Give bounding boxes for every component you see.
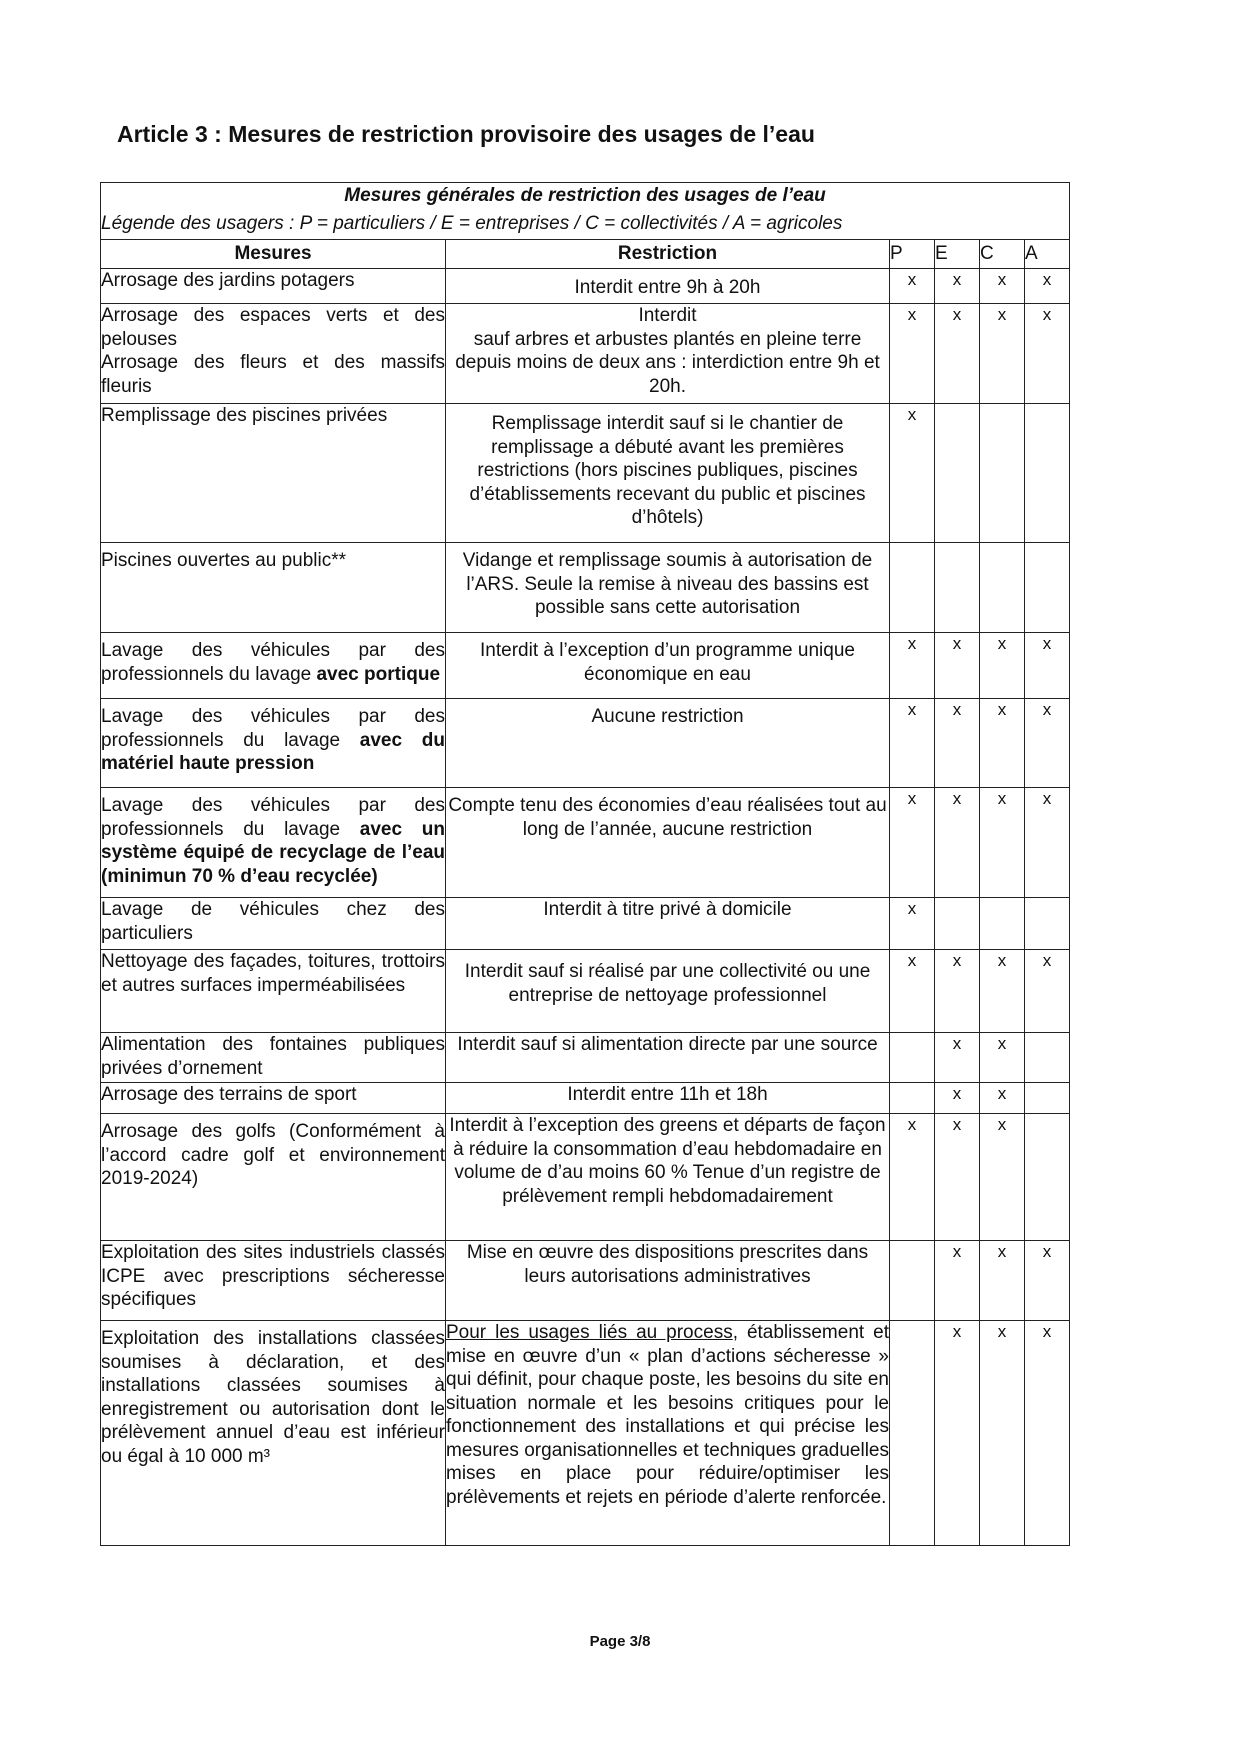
mesure-text: Lavage des véhicules par des professionnels du lavage bbox=[101, 795, 445, 840]
cell-e: x bbox=[935, 1321, 980, 1546]
cell-c: x bbox=[980, 633, 1025, 699]
restriction-cell: Compte tenu des économies d’eau réalisées tout au long de l’année, aucune restriction bbox=[446, 788, 890, 898]
restriction-cell: Mise en œuvre des dispositions prescrites dans leurs autorisations administratives bbox=[446, 1241, 890, 1321]
cell-p bbox=[890, 1083, 935, 1114]
cell-a bbox=[1025, 898, 1070, 950]
restriction-cell: Interdit à l’exception des greens et départs de façon à réduire la consommation d’eau hebdomadaire en volume de d’au moins 60 % Tenue d’un registre de prélèvement rempli hebdomadairement bbox=[446, 1114, 890, 1241]
table-row bbox=[101, 1033, 1070, 1083]
cell-e: x bbox=[935, 950, 980, 1033]
mesure-line: Arrosage des fleurs et des massifs fleuris bbox=[101, 352, 445, 397]
mesure-emphasis: avec du matériel haute pression bbox=[101, 729, 445, 774]
restriction-cell bbox=[446, 1321, 890, 1546]
cell-a: x bbox=[1025, 269, 1070, 304]
page-number: Page 3/8 bbox=[589, 1633, 651, 1650]
cell-p bbox=[890, 1321, 935, 1546]
table-row bbox=[101, 950, 1070, 1033]
mesure-cell: Exploitation des sites industriels classés ICPE avec prescriptions sécheresse spécifiques bbox=[101, 1241, 446, 1321]
mesure-cell: Exploitation des installations classées soumises à déclaration, et des installations classées soumises à enregistrement ou autorisation dont le prélèvement annuel d’eau est inférieur ou égal à 10 000 m³ bbox=[101, 1321, 446, 1546]
table-row bbox=[101, 1083, 1070, 1114]
cell-e: x bbox=[935, 1114, 980, 1241]
cell-a: x bbox=[1025, 788, 1070, 898]
cell-p: x bbox=[890, 950, 935, 1033]
col-header-e: E bbox=[935, 240, 980, 269]
col-header-mesures: Mesures bbox=[101, 240, 446, 269]
cell-e: x bbox=[935, 1083, 980, 1114]
cell-a: x bbox=[1025, 950, 1070, 1033]
col-header-a: A bbox=[1025, 240, 1070, 269]
restriction-table bbox=[100, 182, 1070, 1546]
cell-a: x bbox=[1025, 1241, 1070, 1321]
cell-c: x bbox=[980, 950, 1025, 1033]
cell-e: x bbox=[935, 269, 980, 304]
restriction-cell: Interdit entre 9h à 20h bbox=[446, 269, 890, 304]
table-row bbox=[101, 1321, 1070, 1546]
cell-p: x bbox=[890, 404, 935, 543]
mesure-cell: Nettoyage des façades, toitures, trottoirs et autres surfaces imperméabilisées bbox=[101, 950, 446, 1033]
cell-a: x bbox=[1025, 633, 1070, 699]
mesure-cell bbox=[101, 304, 446, 404]
column-header-row bbox=[101, 240, 1070, 269]
cell-c bbox=[980, 898, 1025, 950]
mesure-cell: Piscines ouvertes au public** bbox=[101, 543, 446, 633]
cell-a: x bbox=[1025, 699, 1070, 788]
table-row bbox=[101, 699, 1070, 788]
table-row bbox=[101, 543, 1070, 633]
cell-e: x bbox=[935, 788, 980, 898]
cell-e: x bbox=[935, 304, 980, 404]
restriction-cell: Interdit sauf si réalisé par une collectivité ou une entreprise de nettoyage professionnel bbox=[446, 950, 890, 1033]
table-header bbox=[101, 183, 1070, 240]
mesure-cell: Arrosage des jardins potagers bbox=[101, 269, 446, 304]
cell-e: x bbox=[935, 1033, 980, 1083]
mesure-emphasis: avec un système équipé de recyclage de l’eau (minimun 70 % d’eau recyclée) bbox=[101, 818, 445, 887]
mesure-cell: Remplissage des piscines privées bbox=[101, 404, 446, 543]
table-title: Mesures générales de restriction des usages de l’eau bbox=[344, 185, 826, 206]
cell-e bbox=[935, 543, 980, 633]
col-header-restriction: Restriction bbox=[446, 240, 890, 269]
mesure-cell: Alimentation des fontaines publiques privées d’ornement bbox=[101, 1033, 446, 1083]
table-row bbox=[101, 404, 1070, 543]
cell-p: x bbox=[890, 898, 935, 950]
cell-c bbox=[980, 543, 1025, 633]
table-row bbox=[101, 269, 1070, 304]
cell-c bbox=[980, 404, 1025, 543]
restriction-underlined: Pour les usages liés au process bbox=[446, 1322, 733, 1343]
mesure-cell bbox=[101, 699, 446, 788]
mesure-text: Lavage des véhicules par des professionnels du lavage bbox=[101, 640, 445, 685]
cell-c: x bbox=[980, 1241, 1025, 1321]
table-row bbox=[101, 898, 1070, 950]
cell-a bbox=[1025, 1114, 1070, 1241]
mesure-cell: Lavage de véhicules chez des particuliers bbox=[101, 898, 446, 950]
table-row bbox=[101, 1114, 1070, 1241]
mesure-cell: Arrosage des terrains de sport bbox=[101, 1083, 446, 1114]
mesure-text: Lavage des véhicules par des professionnels du lavage bbox=[101, 706, 445, 751]
cell-c: x bbox=[980, 1083, 1025, 1114]
mesure-cell: Arrosage des golfs (Conformément à l’accord cadre golf et environnement 2019-2024) bbox=[101, 1114, 446, 1241]
cell-p: x bbox=[890, 1114, 935, 1241]
cell-a bbox=[1025, 543, 1070, 633]
cell-p bbox=[890, 1033, 935, 1083]
col-header-p: P bbox=[890, 240, 935, 269]
cell-p: x bbox=[890, 633, 935, 699]
cell-p: x bbox=[890, 269, 935, 304]
cell-a bbox=[1025, 1083, 1070, 1114]
col-header-c: C bbox=[980, 240, 1025, 269]
table-row bbox=[101, 633, 1070, 699]
cell-a bbox=[1025, 1033, 1070, 1083]
cell-p: x bbox=[890, 699, 935, 788]
restriction-cell: Interdit à l’exception d’un programme unique économique en eau bbox=[446, 633, 890, 699]
restriction-text: , établissement et mise en œuvre d’un « plan d’actions sécheresse » qui définit, pour chaque poste, les besoins du site en situation normale et les besoins critiques pour le fonctionnement des installations et qui précise les mesures organisationnelles et techniques graduelles mises en place pour réduire/optimiser les prélèvements et rejets en période d’alerte renforcée. bbox=[446, 1322, 889, 1508]
cell-c: x bbox=[980, 1033, 1025, 1083]
cell-a: x bbox=[1025, 304, 1070, 404]
cell-p bbox=[890, 543, 935, 633]
restriction-cell: Remplissage interdit sauf si le chantier de remplissage a débuté avant les premières restrictions (hors piscines publiques, piscines d’établissements recevant du public et piscines d’hôtels) bbox=[446, 404, 890, 543]
cell-p: x bbox=[890, 788, 935, 898]
table-legend: Légende des usagers : P = particuliers / E = entreprises / C = collectivités / A = agricoles bbox=[101, 213, 843, 234]
table-row bbox=[101, 788, 1070, 898]
cell-p bbox=[890, 1241, 935, 1321]
mesure-cell bbox=[101, 633, 446, 699]
cell-e bbox=[935, 404, 980, 543]
cell-c: x bbox=[980, 699, 1025, 788]
table-row bbox=[101, 304, 1070, 404]
table-row bbox=[101, 1241, 1070, 1321]
restriction-line: Interdit bbox=[638, 305, 697, 326]
cell-e: x bbox=[935, 1241, 980, 1321]
cell-e: x bbox=[935, 633, 980, 699]
article-heading: Article 3 : Mesures de restriction provisoire des usages de l’eau bbox=[117, 121, 815, 147]
cell-e bbox=[935, 898, 980, 950]
mesure-cell bbox=[101, 788, 446, 898]
cell-c: x bbox=[980, 1321, 1025, 1546]
mesure-line: Arrosage des espaces verts et des pelouses bbox=[101, 305, 445, 350]
restriction-cell: Vidange et remplissage soumis à autorisation de l’ARS. Seule la remise à niveau des bassins est possible sans cette autorisation bbox=[446, 543, 890, 633]
cell-p: x bbox=[890, 304, 935, 404]
restriction-line: sauf arbres et arbustes plantés en pleine terre depuis moins de deux ans : interdiction entre 9h et 20h. bbox=[455, 328, 880, 397]
cell-a: x bbox=[1025, 1321, 1070, 1546]
mesure-emphasis: avec portique bbox=[316, 663, 441, 685]
restriction-cell: Interdit entre 11h et 18h bbox=[446, 1083, 890, 1114]
cell-c: x bbox=[980, 269, 1025, 304]
restriction-cell bbox=[446, 304, 890, 404]
restriction-cell: Interdit sauf si alimentation directe par une source bbox=[446, 1033, 890, 1083]
cell-c: x bbox=[980, 1114, 1025, 1241]
cell-c: x bbox=[980, 788, 1025, 898]
cell-e: x bbox=[935, 699, 980, 788]
restriction-cell: Aucune restriction bbox=[446, 699, 890, 788]
cell-a bbox=[1025, 404, 1070, 543]
restriction-cell: Interdit à titre privé à domicile bbox=[446, 898, 890, 950]
cell-c: x bbox=[980, 304, 1025, 404]
table-header-row bbox=[101, 183, 1070, 240]
